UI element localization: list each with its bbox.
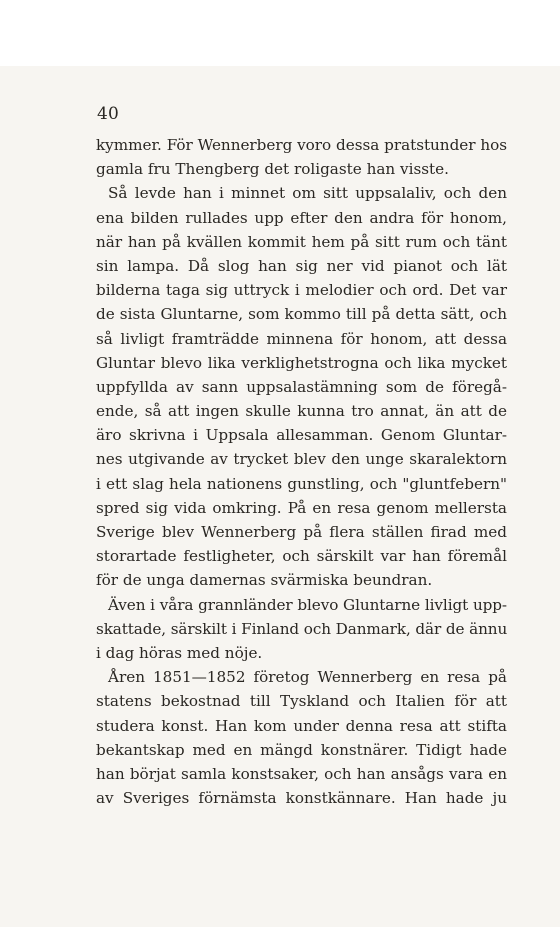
text-line: när han på kvällen kommit hem på sitt rum och tänt (96, 232, 507, 251)
text-line: statens bekostnad till Tyskland och Italien för att (96, 692, 507, 711)
text-line: sin lampa. Då slog han sig ner vid pianot och lät (96, 256, 507, 275)
body-text (96, 133, 507, 810)
text-line: så livligt framträdde minnena för honom, att dessa (96, 329, 507, 348)
text-line: äro skrivna i Uppsala allesamman. Genom Gluntar- (96, 426, 507, 445)
text-line: studera konst. Han kom under denna resa att stifta (96, 716, 507, 735)
text-line: för de unga damernas svärmiska beundran. (96, 571, 433, 590)
text-line: av Sveriges förnämsta konstkännare. Han hade ju (96, 789, 507, 808)
text-line: kymmer. För Wennerberg voro dessa pratstunder hos (96, 136, 507, 154)
page-number: 40 (97, 104, 120, 124)
text-line: spred sig vida omkring. På en resa genom mellersta (96, 498, 507, 517)
text-line: ena bilden rullades upp efter den andra för honom, (96, 208, 507, 227)
text-line: i dag höras med nöje. (96, 643, 263, 662)
text-line: Gluntar blevo lika verklighetstrogna och lika mycket (96, 353, 507, 372)
text-line: gamla fru Thengberg det roligaste han visste. (96, 160, 449, 179)
text-line: nes utgivande av trycket blev den unge skaralektorn (96, 450, 507, 469)
text-line: Åren 1851—1852 företog Wennerberg en resa på (108, 668, 507, 687)
text-line: Även i våra grannländer blevo Gluntarne livligt upp- (108, 595, 507, 614)
text-line: han börjat samla konstsaker, och han ansågs vara en (96, 764, 507, 783)
text-line: Sverige blev Wennerberg på flera ställen firad med (96, 523, 507, 541)
text-line: storartade festligheter, och särskilt var han föremål (96, 547, 507, 566)
text-line: bilderna taga sig uttryck i melodier och ord. Det var (96, 281, 507, 300)
text-line: skattade, särskilt i Finland och Danmark, där de ännu (96, 619, 508, 638)
text-line: bekantskap med en mängd konstnärer. Tidigt hade (96, 740, 507, 759)
text-line: ende, så att ingen skulle kunna tro annat, än att de (96, 402, 507, 421)
text-line: de sista Gluntarne, som kommo till på detta sätt, och (96, 305, 507, 324)
text-line: Så levde han i minnet om sitt uppsalaliv, och den (108, 184, 507, 203)
text-line: i ett slag hela nationens gunstling, och "gluntfebern" (96, 474, 507, 493)
text-line: uppfyllda av sann uppsalastämning som de föregå- (96, 377, 507, 396)
